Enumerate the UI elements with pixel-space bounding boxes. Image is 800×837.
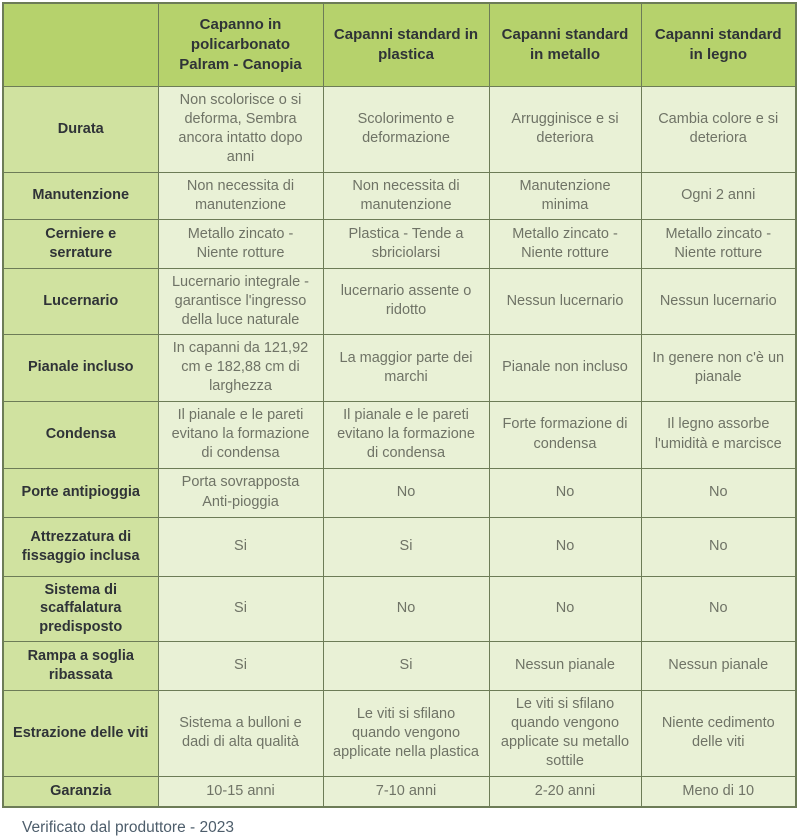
column-header-1: Capanno in policarbonato Palram - Canopia xyxy=(158,3,323,87)
table-row xyxy=(3,642,796,691)
table-cell: In genere non c'è un pianale xyxy=(641,335,796,401)
row-label: Sistema di scaffalatura predisposto xyxy=(3,576,158,642)
table-row xyxy=(3,401,796,468)
table-cell: 2-20 anni xyxy=(489,776,641,807)
table-cell: Le viti si sfilano quando vengono applicate su metallo sottile xyxy=(489,691,641,777)
table-cell: Metallo zincato - Niente rotture xyxy=(489,219,641,268)
row-label: Manutenzione xyxy=(3,172,158,219)
table-row xyxy=(3,468,796,517)
row-label: Condensa xyxy=(3,401,158,468)
table-cell: lucernario assente o ridotto xyxy=(323,268,489,334)
table-cell: Non necessita di manutenzione xyxy=(323,172,489,219)
table-cell: Nessun lucernario xyxy=(489,268,641,334)
header-row xyxy=(3,3,796,87)
row-label: Pianale incluso xyxy=(3,335,158,401)
table-row xyxy=(3,691,796,777)
table-cell: Metallo zincato - Niente rotture xyxy=(641,219,796,268)
table-cell: Si xyxy=(158,642,323,691)
table-cell: Si xyxy=(158,576,323,642)
table-row xyxy=(3,517,796,576)
column-header-3: Capanni standard in metallo xyxy=(489,3,641,87)
table-cell: Il pianale e le pareti evitano la formazione di condensa xyxy=(158,401,323,468)
column-header-2: Capanni standard in plastica xyxy=(323,3,489,87)
row-label: Lucernario xyxy=(3,268,158,334)
table-cell: In capanni da 121,92 cm e 182,88 cm di larghezza xyxy=(158,335,323,401)
table-cell: No xyxy=(323,576,489,642)
table-cell: Lucernario integrale - garantisce l'ingresso della luce naturale xyxy=(158,268,323,334)
table-cell: Forte formazione di condensa xyxy=(489,401,641,468)
table-cell: Si xyxy=(323,517,489,576)
table-row xyxy=(3,87,796,173)
table-cell: 7-10 anni xyxy=(323,776,489,807)
corner-cell xyxy=(3,3,158,87)
table-cell: No xyxy=(489,468,641,517)
table-cell: Manutenzione minima xyxy=(489,172,641,219)
table-cell: No xyxy=(641,576,796,642)
table-row xyxy=(3,576,796,642)
table-cell: No xyxy=(641,517,796,576)
table-cell: 10-15 anni xyxy=(158,776,323,807)
table-cell: Cambia colore e si deteriora xyxy=(641,87,796,173)
table-cell: Porta sovrapposta Anti-pioggia xyxy=(158,468,323,517)
table-cell: Nessun pianale xyxy=(641,642,796,691)
table-cell: No xyxy=(489,576,641,642)
table-cell: La maggior parte dei marchi xyxy=(323,335,489,401)
table-cell: Non scolorisce o si deforma, Sembra ancora intatto dopo anni xyxy=(158,87,323,173)
row-label: Estrazione delle viti xyxy=(3,691,158,777)
table-cell: Metallo zincato - Niente rotture xyxy=(158,219,323,268)
table-cell: Si xyxy=(158,517,323,576)
table-cell: Non necessita di manutenzione xyxy=(158,172,323,219)
comparison-table xyxy=(2,2,797,808)
table-cell: Si xyxy=(323,642,489,691)
table-row xyxy=(3,219,796,268)
table-row xyxy=(3,268,796,334)
row-label: Attrezzatura di fissaggio inclusa xyxy=(3,517,158,576)
table-cell: No xyxy=(489,517,641,576)
table-cell: No xyxy=(323,468,489,517)
table-cell: Pianale non incluso xyxy=(489,335,641,401)
table-cell: Scolorimento e deformazione xyxy=(323,87,489,173)
table-cell: Sistema a bulloni e dadi di alta qualità xyxy=(158,691,323,777)
table-row xyxy=(3,776,796,807)
table-row xyxy=(3,172,796,219)
column-header-4: Capanni standard in legno xyxy=(641,3,796,87)
row-label: Garanzia xyxy=(3,776,158,807)
table-cell: Il pianale e le pareti evitano la formazione di condensa xyxy=(323,401,489,468)
row-label: Durata xyxy=(3,87,158,173)
table-cell: Arrugginisce e si deteriora xyxy=(489,87,641,173)
table-cell: Niente cedimento delle viti xyxy=(641,691,796,777)
table-cell: Le viti si sfilano quando vengono applicate nella plastica xyxy=(323,691,489,777)
table-cell: No xyxy=(641,468,796,517)
verification-note: Verificato dal produttore - 2023 xyxy=(22,819,234,837)
table-cell: Nessun lucernario xyxy=(641,268,796,334)
table-cell: Nessun pianale xyxy=(489,642,641,691)
row-label: Rampa a soglia ribassata xyxy=(3,642,158,691)
row-label: Cerniere e serrature xyxy=(3,219,158,268)
table-cell: Plastica - Tende a sbriciolarsi xyxy=(323,219,489,268)
row-label: Porte antipioggia xyxy=(3,468,158,517)
table-row xyxy=(3,335,796,401)
table-cell: Meno di 10 xyxy=(641,776,796,807)
table-header xyxy=(3,3,796,87)
table-body xyxy=(3,87,796,808)
table-cell: Il legno assorbe l'umidità e marcisce xyxy=(641,401,796,468)
table-cell: Ogni 2 anni xyxy=(641,172,796,219)
